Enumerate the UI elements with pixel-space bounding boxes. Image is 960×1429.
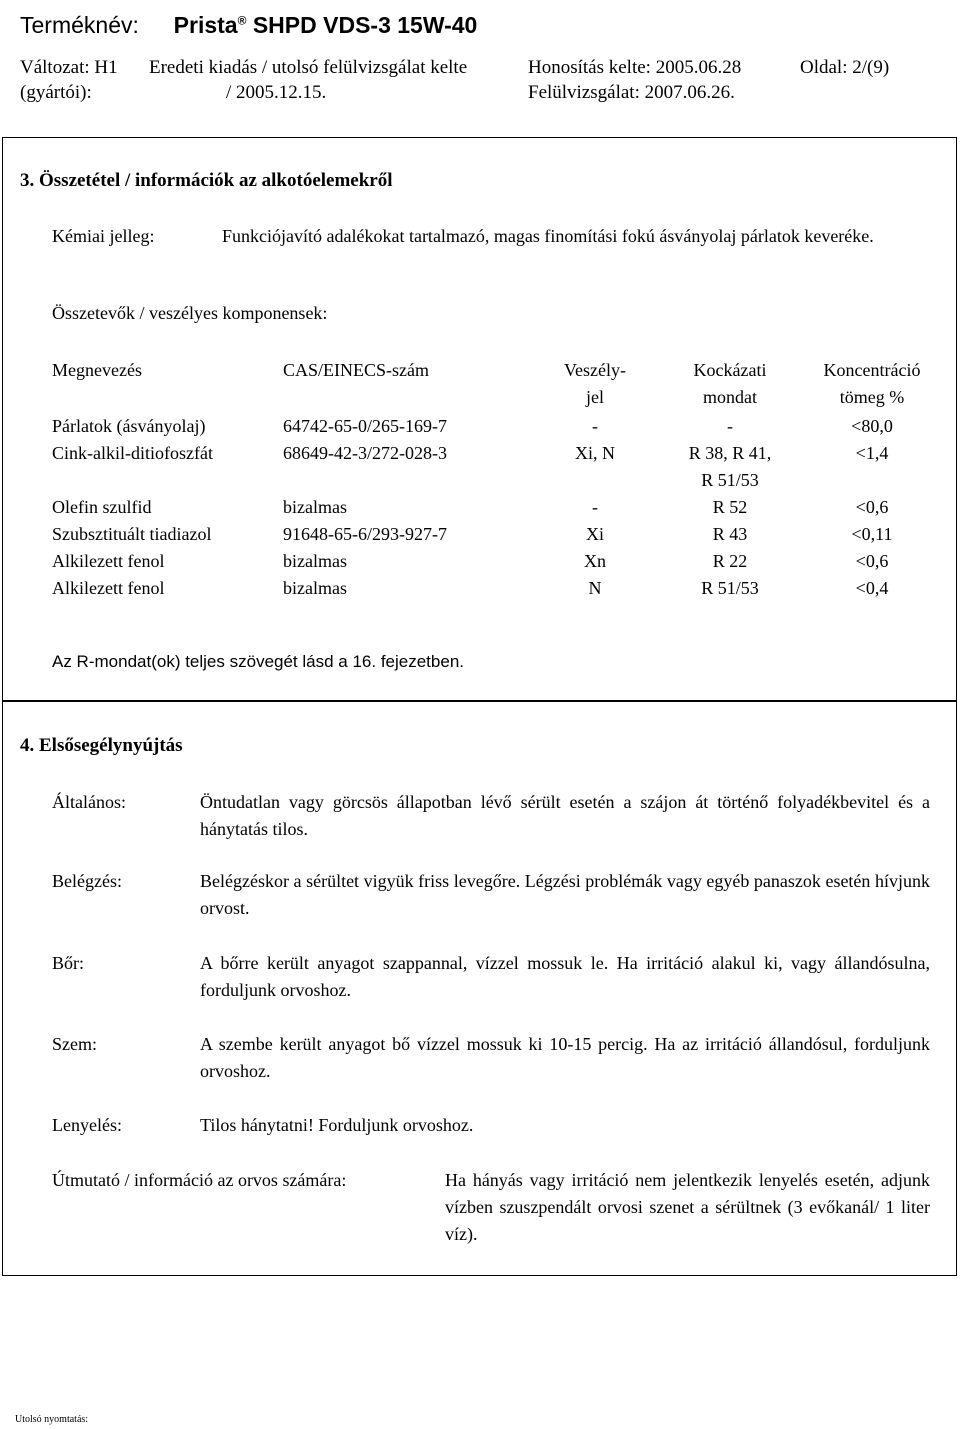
col-header-hazard-1: Veszély-	[564, 360, 626, 380]
col-header-conc-2: tömeg %	[839, 387, 905, 407]
cell-conc: <0,6	[855, 497, 889, 517]
col-header-conc-1: Koncentráció	[823, 360, 921, 380]
cell-conc: <0,6	[855, 551, 889, 571]
last-printed-label: Utolsó nyomtatás:	[15, 1414, 89, 1425]
cell-hazard: Xi	[586, 524, 604, 544]
product-header	[20, 12, 477, 39]
cell-conc: <80,0	[851, 416, 893, 436]
first-aid-label-eyes: Szem:	[52, 1034, 97, 1054]
col-header-risk-1: Kockázati	[693, 360, 767, 380]
page-number: Oldal: 2/(9)	[800, 57, 890, 78]
version: Változat: H1	[20, 57, 118, 78]
cell-risk: R 51/53	[701, 578, 759, 598]
registered-mark: ®	[237, 13, 247, 28]
cell-hazard: Xi, N	[575, 443, 615, 463]
first-aid-text-eyes: A szembe került anyagot bő vízzel mossuk ki 10-15 percig. Ha az irritáció állandósul, forduljunk orvoshoz.	[200, 1034, 930, 1081]
col-header-hazard-2: jel	[586, 387, 604, 407]
first-aid-label-skin: Bőr:	[52, 953, 85, 973]
cell-name: Alkilezett fenol	[52, 578, 165, 598]
col-header-risk-2: mondat	[703, 387, 757, 407]
doctor-info-text: Ha hányás vagy irritáció nem jelentkezik lenyelés esetén, adjunk vízben szuszpendált orvosi szenet a sérültnek (3 evőkanál/ 1 liter víz).	[445, 1170, 930, 1244]
issue-line2b: / 2005.12.15.	[226, 82, 327, 103]
section4-heading: 4. Elsősegélynyújtás	[20, 735, 183, 756]
chem-text: Funkciójavító adalékokat tartalmazó, magas finomítási fokú ásványolaj párlatok keveréke.	[222, 226, 874, 246]
cell-conc: <1,4	[855, 443, 889, 463]
cell-risk: -	[727, 416, 733, 436]
cell-risk: R 22	[712, 551, 748, 571]
cell-cas: bizalmas	[283, 578, 347, 598]
cell-hazard: Xn	[584, 551, 606, 571]
product-name: Prista	[173, 12, 238, 38]
cell-risk-continued: R 51/53	[701, 470, 759, 490]
col-header-name: Megnevezés	[52, 360, 142, 380]
cell-name: Cink-alkil-ditiofoszfát	[52, 443, 213, 463]
cell-hazard: -	[592, 416, 598, 436]
col-header-cas: CAS/EINECS-szám	[283, 360, 429, 380]
first-aid-label-general: Általános:	[52, 792, 126, 812]
cell-cas: bizalmas	[283, 551, 347, 571]
cell-hazard: N	[588, 578, 602, 598]
first-aid-label-ingestion: Lenyelés:	[52, 1115, 122, 1135]
cell-risk: R 52	[712, 497, 748, 517]
issue-line1: Eredeti kiadás / utolsó felülvizsgálat kelte	[149, 57, 468, 78]
first-aid-text-general: Öntudatlan vagy görcsös állapotban lévő sérült esetén a szájon át történő folyadékbevitel és a hánytatás tilos.	[200, 792, 930, 839]
cell-name: Alkilezett fenol	[52, 551, 165, 571]
cell-risk: R 43	[712, 524, 748, 544]
chem-label: Kémiai jelleg:	[52, 226, 155, 246]
cell-name: Olefin szulfid	[52, 497, 152, 517]
cell-cas: bizalmas	[283, 497, 347, 517]
cell-hazard: -	[592, 497, 598, 517]
cell-cas: 91648-65-6/293-927-7	[283, 524, 447, 544]
section3-heading: 3. Összetétel / információk az alkotóelemekről	[20, 170, 393, 191]
first-aid-text-skin: A bőrre került anyagot szappannal, vízzel mossuk le. Ha irritáció alakul ki, vagy állandósulna, forduljunk orvoshoz.	[200, 953, 930, 1000]
revision-date: Felülvizsgálat: 2007.06.26.	[528, 82, 735, 103]
first-aid-text-inhalation: Belégzéskor a sérültet vigyük friss levegőre. Légzési problémák vagy egyéb panaszok esetén hívjunk orvost.	[200, 871, 930, 918]
cell-name: Párlatok (ásványolaj)	[52, 416, 206, 436]
issue-line2a: (gyártói):	[20, 82, 92, 103]
components-label: Összetevők / veszélyes komponensek:	[52, 303, 328, 323]
r-phrase-note: Az R-mondat(ok) teljes szövegét lásd a 16. fejezetben.	[52, 652, 464, 671]
cell-risk: R 38, R 41,	[688, 443, 772, 463]
first-aid-label-inhalation: Belégzés:	[52, 871, 122, 891]
product-label: Terméknév:	[20, 12, 139, 38]
cell-name: Szubsztituált tiadiazol	[52, 524, 212, 544]
cell-cas: 64742-65-0/265-169-7	[283, 416, 447, 436]
doctor-info-label: Útmutató / információ az orvos számára:	[52, 1170, 347, 1190]
cell-conc: <0,11	[851, 524, 893, 544]
cell-conc: <0,4	[855, 578, 889, 598]
product-model: SHPD VDS-3 15W-40	[252, 12, 478, 38]
approval-date: Honosítás kelte: 2005.06.28	[528, 57, 742, 78]
first-aid-text-ingestion: Tilos hánytatni! Forduljunk orvoshoz.	[200, 1115, 474, 1135]
cell-cas: 68649-42-3/272-028-3	[283, 443, 447, 463]
